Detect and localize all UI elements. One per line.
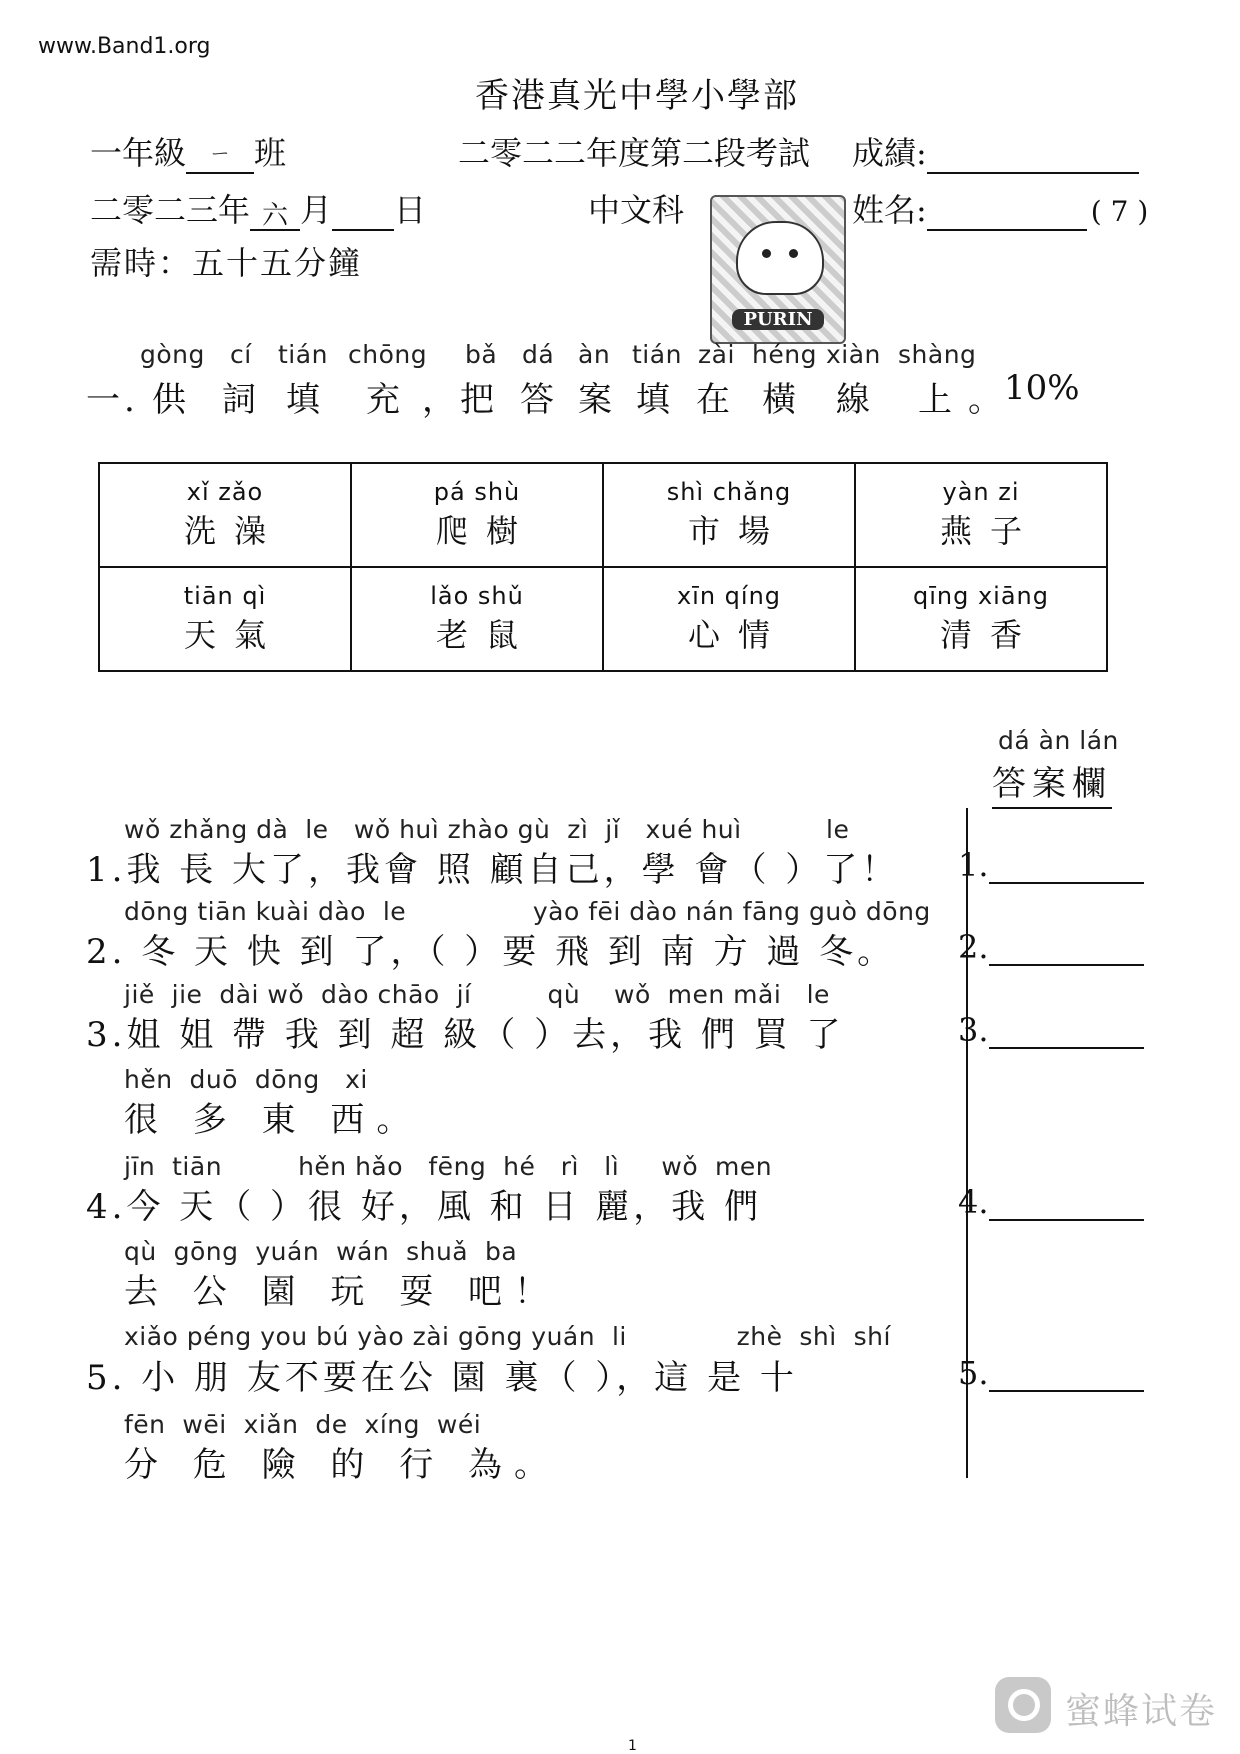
q3-pinyin: jiě jie dài wǒ dào chāo jí qù wǒ men mǎi le — [124, 980, 830, 1009]
dog-face-icon — [736, 221, 824, 295]
section1-pinyin-7: tián — [632, 340, 682, 369]
vocab-row — [99, 463, 1107, 567]
q4-text: 4.今 天（ ）很 好，風 和 日 麗，我 們 — [86, 1187, 763, 1227]
vocab-pinyin: tiān qì — [183, 582, 267, 610]
vocab-word: 清香 — [939, 616, 1040, 654]
name-blank[interactable] — [927, 197, 1087, 231]
answer-number: 4. — [958, 1183, 989, 1221]
section1-char-6: 案 — [578, 380, 616, 420]
score-label: 成績: — [852, 134, 927, 172]
name-field[interactable] — [852, 185, 1148, 231]
school-name: 香港真光中學小學部 — [475, 76, 799, 116]
section1-char-7: 填 — [636, 380, 674, 420]
score-field[interactable] — [852, 128, 1139, 174]
class-number: ( 7 ) — [1090, 195, 1149, 228]
day-blank[interactable] — [332, 197, 394, 231]
score-blank[interactable] — [927, 140, 1139, 174]
vocab-row — [99, 567, 1107, 671]
exam-title: 二零二二年度第二段考試 — [458, 134, 811, 172]
vocab-cell — [603, 567, 855, 671]
answer-blank[interactable] — [989, 934, 1144, 966]
vocab-word: 燕子 — [939, 512, 1040, 550]
answer-column-pinyin: dá àn lán — [998, 726, 1119, 755]
section1-pinyin-6: àn — [578, 340, 611, 369]
duration: 需時：五十五分鐘 — [90, 244, 363, 282]
section1-char-2: 填 — [286, 380, 324, 420]
vocab-pinyin: lǎo shǔ — [430, 582, 524, 610]
subject: 中文科 — [588, 191, 685, 229]
vocab-cell — [99, 463, 351, 567]
grade-class — [90, 128, 286, 174]
vocab-cell — [351, 463, 603, 567]
vocab-cell — [351, 567, 603, 671]
section1-number: 一. — [86, 380, 139, 420]
site-url[interactable]: www.Band1.org — [38, 34, 211, 59]
q1-text: 1.我 長 大了，我會 照 顧自己，學 會（ ）了！ — [86, 850, 900, 890]
grade-mark[interactable]: ㄧ — [186, 138, 254, 174]
answer-number: 3. — [958, 1011, 989, 1049]
q5-pinyin-2: fēn wēi xiǎn de xíng wéi — [124, 1410, 482, 1439]
vocab-pinyin: qīng xiāng — [913, 582, 1049, 610]
vocab-cell — [855, 463, 1107, 567]
vocab-pinyin: yàn zi — [942, 478, 1020, 506]
month-value[interactable]: 六 — [250, 195, 300, 231]
section1-pinyin-2: tián — [278, 340, 328, 369]
watermark-text: 蜜蜂试卷 — [1065, 1691, 1218, 1732]
section1-pinyin-4: bǎ — [465, 340, 498, 369]
answer-column-title: 答案欄 — [992, 756, 1112, 809]
vocab-cell — [855, 567, 1107, 671]
answer-5[interactable] — [958, 1354, 1144, 1392]
day-label: 日 — [394, 191, 427, 229]
vocab-cell — [603, 463, 855, 567]
grade-prefix: 一年級 — [90, 134, 187, 172]
section1-char-1: 詞 — [222, 380, 260, 420]
q2-pinyin: dōng tiān kuài dào le yào fēi dào nán fāng guò dōng — [124, 897, 931, 926]
section1-pinyin-9: héng — [752, 340, 817, 369]
vocab-pinyin: xīn qíng — [676, 582, 782, 610]
answer-number: 5. — [958, 1354, 989, 1392]
stamp-text: PURIN — [732, 309, 824, 330]
section1-char-10: 線 — [836, 380, 874, 420]
date-field — [90, 185, 426, 231]
vocab-word: 老鼠 — [435, 616, 536, 654]
month-label: 月 — [300, 191, 333, 229]
q5-pinyin: xiǎo péng you bú yào zài gōng yuán li zhè shì shí — [124, 1322, 891, 1351]
answer-blank[interactable] — [989, 1360, 1144, 1392]
q3-pinyin-2: hěn duō dōng xi — [124, 1065, 368, 1094]
q3-text-2: 很 多 東 西。 — [124, 1100, 423, 1140]
answer-number: 2. — [958, 928, 989, 966]
section1-pinyin-3: chōng — [348, 340, 428, 369]
vocab-word: 爬樹 — [435, 512, 536, 550]
name-label: 姓名: — [852, 191, 927, 229]
answer-4[interactable] — [958, 1183, 1144, 1221]
vocab-pinyin: pá shù — [433, 478, 521, 506]
vocab-word: 市場 — [687, 512, 788, 550]
section1-char-12: 。 — [968, 380, 1006, 420]
vocab-word: 心情 — [687, 616, 788, 654]
vocab-pinyin: shì chǎng — [666, 478, 792, 506]
section1-char-0: 供 — [152, 380, 190, 420]
answer-2[interactable] — [958, 928, 1144, 966]
section1-char-8: 在 — [696, 380, 734, 420]
date-prefix: 二零二三年 — [90, 191, 251, 229]
q4-pinyin: jīn tiān hěn hǎo fēng hé rì lì wǒ men — [124, 1152, 773, 1181]
answer-3[interactable] — [958, 1011, 1144, 1049]
answer-blank[interactable] — [989, 852, 1144, 884]
section1-pinyin-11: shàng — [898, 340, 977, 369]
section1-percent: 10% — [1004, 368, 1080, 408]
answer-blank[interactable] — [989, 1017, 1144, 1049]
q4-pinyin-2: qù gōng yuán wán shuǎ ba — [124, 1237, 518, 1266]
vocab-word: 天氣 — [183, 616, 284, 654]
section1-pinyin-1: cí — [230, 340, 252, 369]
sticker-stamp — [710, 195, 846, 344]
section1-char-3: 充 — [366, 380, 404, 420]
answer-blank[interactable] — [989, 1189, 1144, 1221]
bee-logo-icon — [995, 1677, 1051, 1733]
section1-char-9: 橫 — [762, 380, 800, 420]
q1-pinyin: wǒ zhǎng dà le wǒ huì zhào gù zì jǐ xué huì le — [124, 815, 850, 844]
page-number: 1 — [628, 1738, 637, 1754]
answer-number: 1. — [958, 846, 989, 884]
vocab-word: 洗澡 — [183, 512, 284, 550]
answer-1[interactable] — [958, 846, 1144, 884]
section1-pinyin-0: gòng — [140, 340, 205, 369]
section1-pinyin-5: dá — [522, 340, 555, 369]
q3-text: 3.姐 姐 帶 我 到 超 級（ ）去，我 們 買 了 — [86, 1015, 845, 1055]
q5-text: 5. 小 朋 友不要在公 園 裏（ ），這 是 十 — [86, 1358, 798, 1398]
section1-char-11: 上 — [918, 380, 956, 420]
q4-text-2: 去 公 園 玩 耍 吧！ — [124, 1272, 561, 1312]
grade-suffix: 班 — [254, 134, 287, 172]
vocabulary-table — [98, 462, 1108, 672]
vocab-cell — [99, 567, 351, 671]
section1-pinyin-10: xiàn — [826, 340, 881, 369]
vocab-pinyin: xǐ zǎo — [186, 478, 264, 506]
q5-text-2: 分 危 險 的 行 為。 — [124, 1445, 561, 1485]
section1-char-5: 答 — [520, 380, 558, 420]
section1-pinyin-8: zài — [698, 340, 735, 369]
watermark — [995, 1675, 1225, 1735]
section1-char-4: ，把 — [422, 380, 498, 420]
q2-text: 2. 冬 天 快 到 了，（ ）要 飛 到 南 方 過 冬。 — [86, 932, 896, 972]
